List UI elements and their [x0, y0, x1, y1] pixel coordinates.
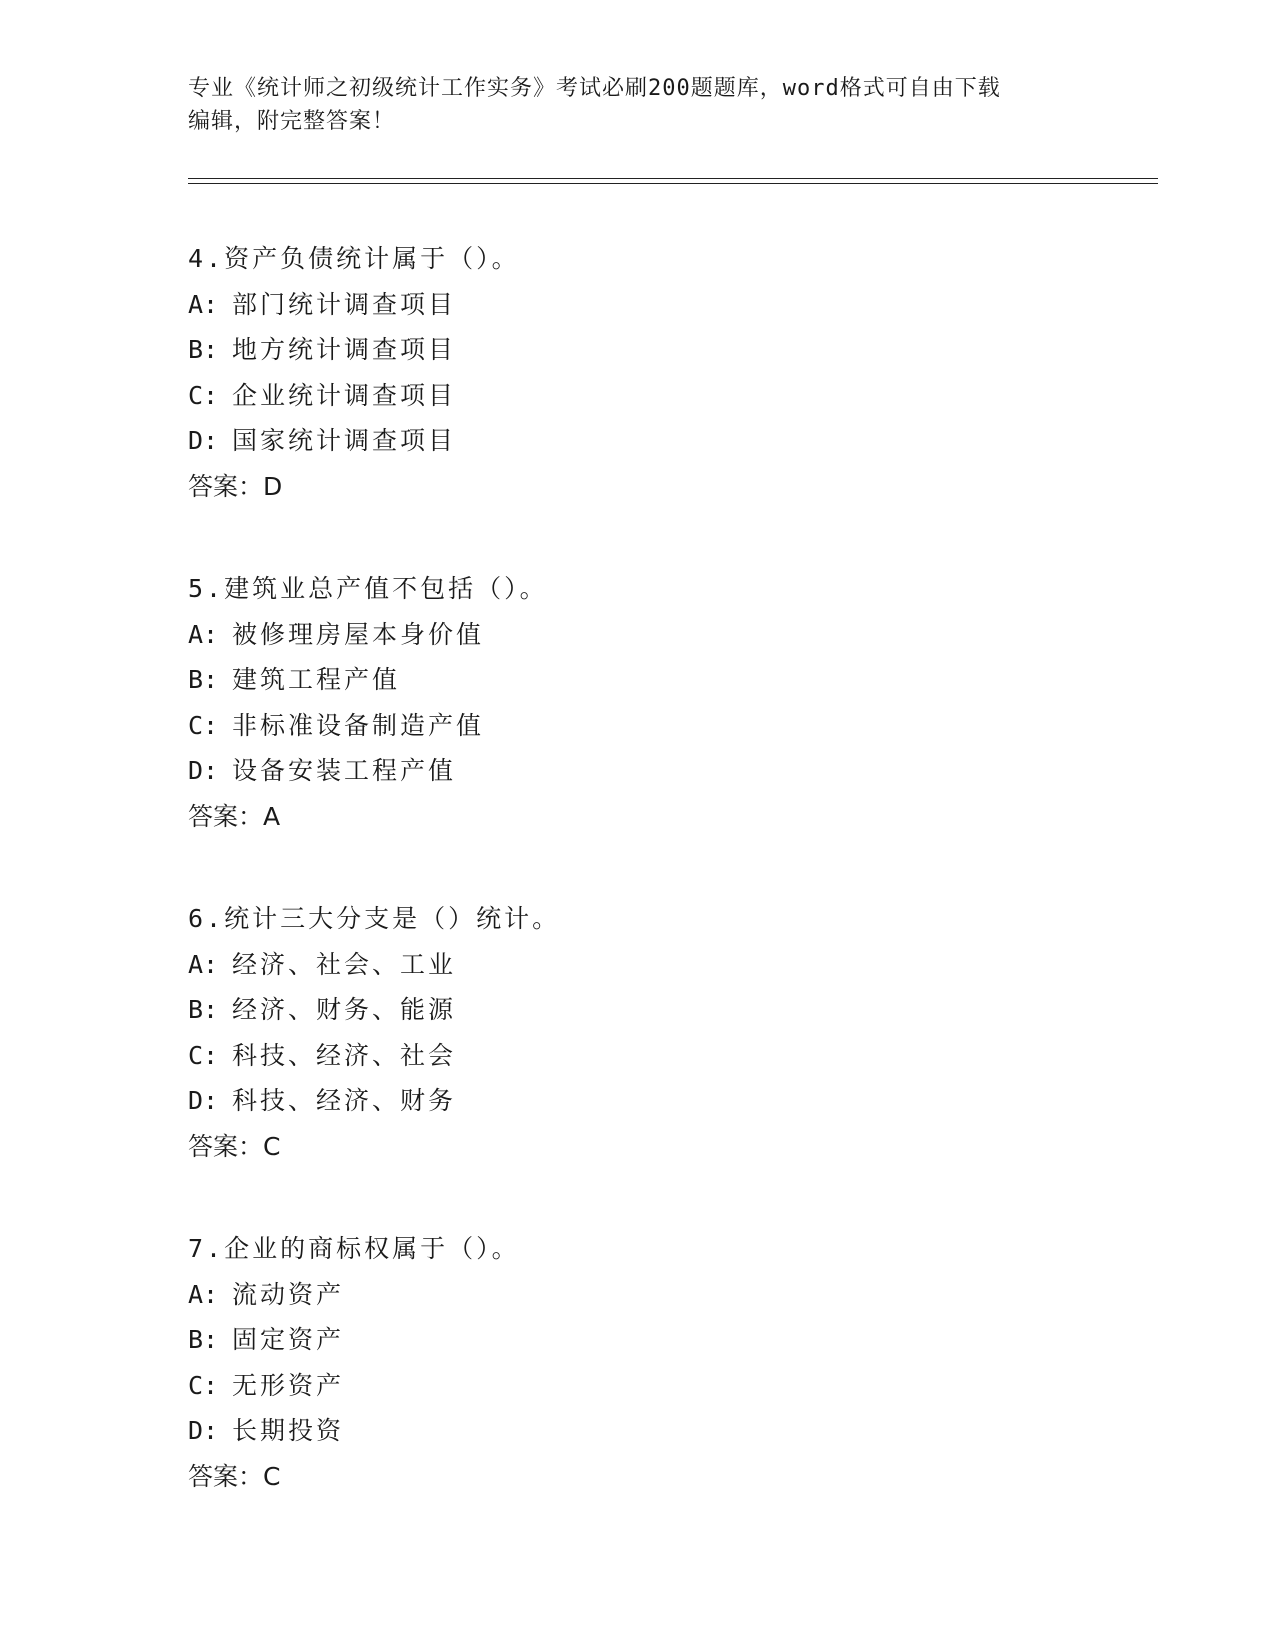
option-letter: A:	[188, 289, 219, 319]
option-text: 国家统计调查项目	[232, 426, 457, 455]
option-d	[188, 748, 1088, 794]
option-text: 被修理房屋本身价值	[232, 619, 485, 649]
option-text: 建筑工程产值	[232, 665, 401, 694]
option-d	[188, 418, 1088, 464]
option-letter: B:	[188, 665, 219, 694]
option-a	[188, 942, 1088, 988]
option-text: 企业统计调查项目	[232, 380, 457, 410]
header-line-1: 专业《统计师之初级统计工作实务》考试必刷200题题库，word格式可自由下载	[188, 76, 1001, 101]
option-d	[188, 1078, 1088, 1124]
option-letter: A:	[188, 619, 219, 649]
option-b	[188, 1317, 1088, 1363]
option-d	[188, 1408, 1088, 1454]
question-stem: 6.统计三大分支是（）统计。	[188, 904, 561, 933]
option-letter: B:	[188, 335, 219, 364]
option-c	[188, 373, 1088, 419]
option-text: 经济、社会、工业	[232, 949, 457, 979]
question-stem: 5.建筑业总产值不包括（）。	[188, 574, 548, 603]
option-c	[188, 703, 1088, 749]
option-b	[188, 987, 1088, 1033]
option-text: 经济、财务、能源	[232, 995, 457, 1024]
option-c	[188, 1033, 1088, 1079]
option-text: 固定资产	[232, 1325, 345, 1354]
question-4	[188, 236, 1088, 509]
option-text: 长期投资	[232, 1416, 345, 1445]
option-letter: A:	[188, 949, 219, 979]
option-a	[188, 1272, 1088, 1318]
option-text: 科技、经济、社会	[232, 1040, 457, 1070]
option-letter: D:	[188, 1086, 219, 1115]
option-letter: D:	[188, 1416, 219, 1445]
option-text: 部门统计调查项目	[232, 289, 457, 319]
option-b	[188, 327, 1088, 373]
option-text: 地方统计调查项目	[232, 335, 457, 364]
option-text: 设备安装工程产值	[232, 756, 457, 785]
question-7	[188, 1226, 1088, 1499]
option-letter: D:	[188, 756, 219, 785]
answer-line: 答案：C	[188, 1131, 281, 1161]
option-text: 非标准设备制造产值	[232, 710, 485, 740]
answer-line: 答案：A	[188, 801, 281, 831]
option-text: 科技、经济、财务	[232, 1086, 457, 1115]
option-letter: B:	[188, 1325, 219, 1354]
option-a	[188, 612, 1088, 658]
option-c	[188, 1363, 1088, 1409]
option-letter: B:	[188, 995, 219, 1024]
header-line-2: 编辑，附完整答案！	[188, 109, 396, 134]
option-a	[188, 282, 1088, 328]
option-letter: C:	[188, 1040, 219, 1070]
question-list	[188, 236, 1088, 1556]
question-stem: 4.资产负债统计属于（）。	[188, 244, 520, 273]
option-text: 流动资产	[232, 1279, 345, 1309]
answer-line: 答案：D	[188, 471, 283, 501]
option-letter: C:	[188, 710, 219, 740]
answer-line: 答案：C	[188, 1461, 281, 1491]
option-letter: A:	[188, 1279, 219, 1309]
question-5	[188, 566, 1088, 839]
question-6	[188, 896, 1088, 1169]
question-stem: 7.企业的商标权属于（）。	[188, 1234, 520, 1263]
option-letter: C:	[188, 1370, 219, 1400]
option-letter: C:	[188, 380, 219, 410]
option-b	[188, 657, 1088, 703]
option-text: 无形资产	[232, 1370, 345, 1400]
header-divider	[188, 178, 1158, 184]
option-letter: D:	[188, 426, 219, 455]
document-header	[188, 72, 1088, 138]
